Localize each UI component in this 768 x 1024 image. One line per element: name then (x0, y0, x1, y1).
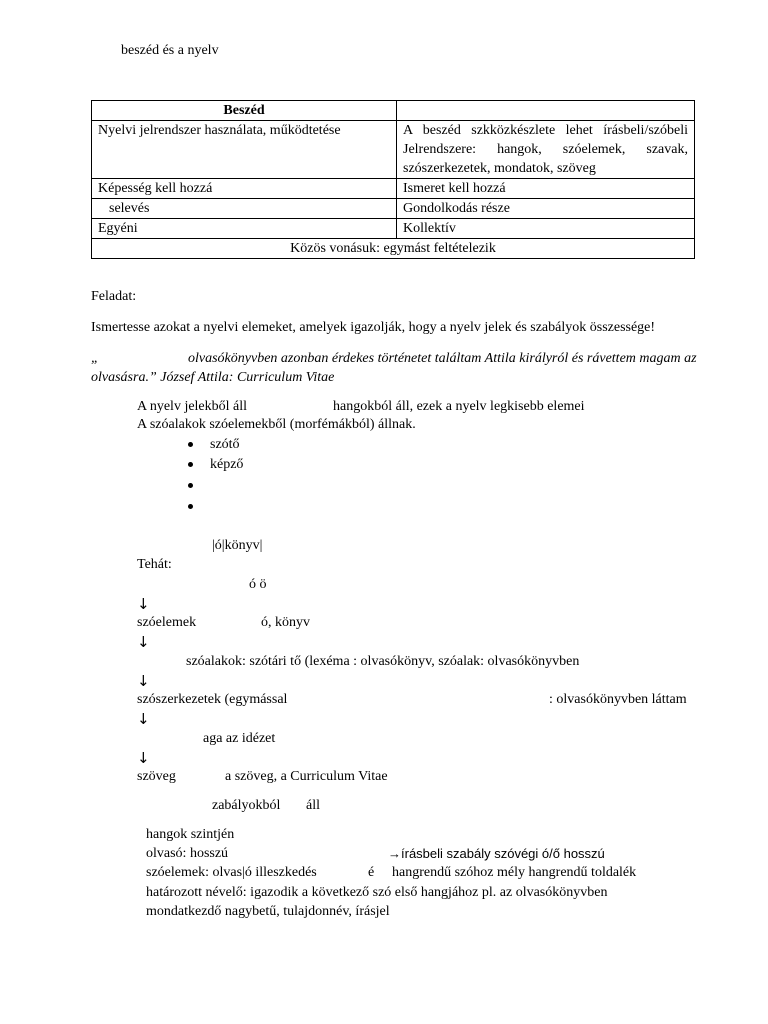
rules-line-4: határozott névelő: igazodik a következő szó első hangjához pl. az olvasókönyvben (146, 885, 608, 900)
table-header-left: Beszéd (92, 101, 397, 121)
signs-text-b: hangokból áll, ezek a nyelv legkisebb elemei (333, 399, 585, 414)
bullet-item: szótő (210, 437, 240, 452)
bullet-dot-icon (188, 462, 193, 467)
bullet-dot-icon (188, 442, 193, 447)
text-value: a szöveg, a Curriculum Vitae (225, 769, 388, 784)
table-header-right (397, 101, 695, 121)
text-label: szöveg (137, 769, 176, 784)
table-footer: Közös vonásuk: egymást feltételezik (92, 239, 695, 259)
table-row (92, 199, 695, 219)
table-row (92, 179, 695, 199)
table-footer-row (92, 239, 695, 259)
table-cell-line: A beszéd szkközkészlete lehet írásbeli/szóbeli (403, 123, 688, 138)
rules-line-3a: szóelemek: olvas|ó illeszkedés (146, 865, 317, 880)
bullet-dot-icon (188, 483, 193, 488)
table-row (92, 121, 695, 179)
rules-line-3b: é (368, 865, 375, 880)
wordforms-text: szóalakok: szótári tő (lexéma : olvasókönyv, szóalak: olvasókönyvben (186, 654, 580, 669)
down-arrow-icon: ↓ (137, 710, 150, 728)
signs-text-a: A nyelv jelekből áll (137, 399, 248, 414)
down-arrow-icon: ↓ (137, 672, 150, 690)
rules-line-1: hangok szintjén (146, 827, 235, 842)
table-header-row (92, 101, 695, 121)
morpheme-example: |ó|könyv| (212, 538, 263, 553)
table-cell-left: selevés (92, 199, 397, 219)
quote-open-mark: „ (91, 351, 99, 366)
page-heading: beszéd és a nyelv (121, 43, 219, 58)
rules-text-b: áll (306, 798, 320, 813)
task-label: Feladat: (91, 289, 137, 304)
morphemes-text: A szóalakok szóelemekből (morfémákból) állnak. (137, 417, 416, 432)
table-cell-left: Nyelvi jelrendszer használata, működtetése (92, 121, 397, 179)
table-cell-right: Gondolkodás része (397, 199, 695, 219)
phrases-text-a: szószerkezetek (egymással (137, 692, 288, 707)
sentence-text: aga az idézet (203, 731, 276, 746)
down-arrow-icon: ↓ (137, 633, 150, 651)
comparison-table (91, 100, 695, 259)
phrases-text-b: : olvasókönyvben láttam (549, 692, 687, 707)
quote-line-2: olvasásra.” József Attila: Curriculum Vitae (91, 370, 335, 385)
table-cell-line: szószerkezetek, mondatok, szöveg (403, 161, 596, 176)
rules-text-a: zabályokból (212, 798, 281, 813)
morph-label: szóelemek (137, 615, 197, 630)
morph-value: ó, könyv (261, 615, 310, 630)
rules-line-2a: olvasó: hosszú (146, 846, 229, 861)
down-arrow-icon: ↓ (137, 749, 150, 767)
sounds-example: ó ö (249, 577, 267, 592)
table-cell-right (397, 121, 695, 179)
table-cell-line: Jelrendszere: hangok, szóelemek, szavak, (403, 142, 688, 157)
task-text: Ismertesse azokat a nyelvi elemeket, amelyek igazolják, hogy a nyelv jelek és szabályok összessége! (91, 320, 656, 335)
rules-line-2b: →írásbeli szabály szóvégi ó/ő hosszú (388, 846, 605, 861)
table-row (92, 219, 695, 239)
down-arrow-icon: ↓ (137, 595, 150, 613)
therefore-label: Tehát: (137, 557, 172, 572)
table-cell-left: Képesség kell hozzá (92, 179, 397, 199)
rules-line-5: mondatkezdő nagybetű, tulajdonnév, írásjel (146, 904, 390, 919)
table-cell-right: Kollektív (397, 219, 695, 239)
bullet-item: képző (210, 457, 244, 472)
bullet-dot-icon (188, 504, 193, 509)
table-cell-right: Ismeret kell hozzá (397, 179, 695, 199)
quote-line-1: olvasókönyvben azonban érdekes történetet találtam Attila királyról és rávettem magam az (188, 351, 697, 366)
rules-line-3c: hangrendű szóhoz mély hangrendű toldalék (392, 865, 637, 880)
table-cell-left: Egyéni (92, 219, 397, 239)
